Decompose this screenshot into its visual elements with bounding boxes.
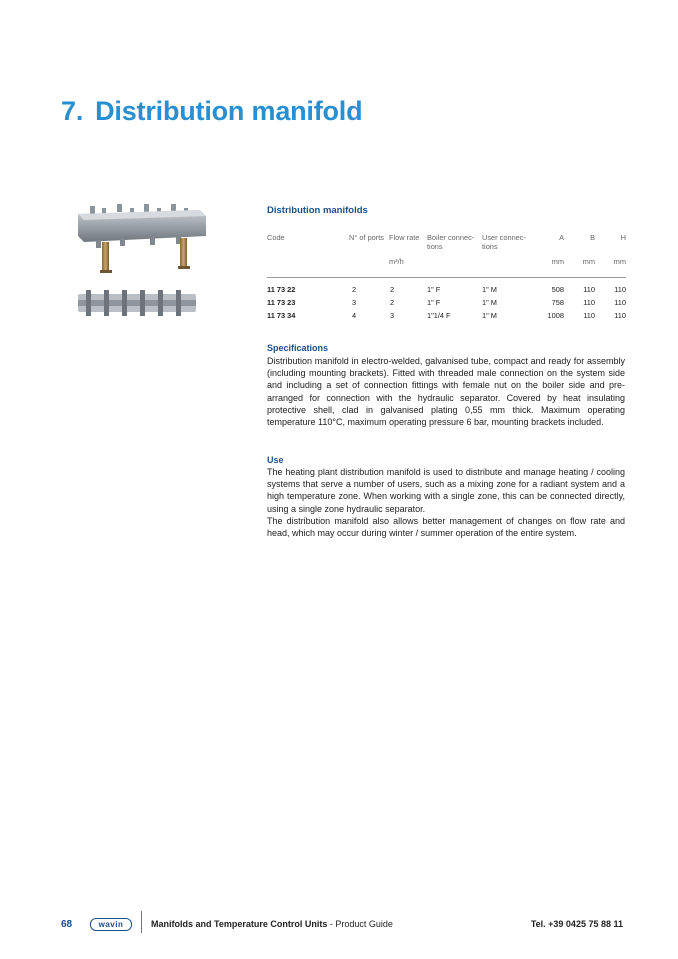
table-row (267, 298, 626, 311)
cell-flow-rate: 3 (390, 311, 395, 320)
cell-boiler: 1"1/4 F (427, 311, 451, 320)
col-ports: N° of ports (349, 233, 384, 242)
page-number: 68 (61, 919, 73, 930)
product-table (267, 233, 626, 324)
cell-ports: 4 (352, 311, 357, 320)
col-b: B (590, 233, 595, 242)
cell-h: 110 (614, 311, 626, 320)
cell-ports: 3 (352, 298, 357, 307)
cell-a: 758 (551, 298, 564, 307)
col-boiler: Boiler connec- tions (427, 233, 475, 251)
cell-code: 11 73 34 (267, 311, 296, 320)
page-title (61, 96, 362, 127)
section-number: 7. (61, 96, 84, 126)
cell-user: 1" M (482, 285, 497, 294)
cell-user: 1" M (482, 298, 497, 307)
cell-a: 508 (551, 285, 564, 294)
cell-h: 110 (614, 285, 626, 294)
unit-b: mm (582, 257, 595, 266)
unit-a: mm (551, 257, 564, 266)
footer-title-bold: Manifolds and Temperature Control Units (151, 919, 328, 929)
unit-flow-rate: m³/h (389, 257, 404, 266)
cell-b: 110 (583, 311, 595, 320)
use-paragraph-2: The distribution manifold also allows better management of changes on flow rate and head, which may occur during winter / summer operation of the entire system. (267, 515, 625, 539)
cell-flow-rate: 2 (390, 298, 395, 307)
manifold-top-view-image (78, 288, 196, 318)
cell-boiler: 1" F (427, 298, 441, 307)
manifold-product-image (72, 200, 210, 280)
footer-divider (141, 911, 142, 933)
footer-phone: Tel. +39 0425 75 88 11 (530, 919, 623, 929)
table-units-row (267, 257, 626, 277)
table-rule (267, 277, 626, 278)
col-a: A (559, 233, 564, 242)
cell-code: 11 73 23 (267, 298, 296, 307)
footer-title-rest: - Product Guide (327, 919, 393, 929)
cell-h: 110 (614, 298, 626, 307)
table-header-row (267, 233, 626, 257)
col-h: H (620, 233, 626, 242)
footer (0, 910, 678, 938)
cell-ports: 2 (352, 285, 357, 294)
cell-b: 110 (583, 298, 595, 307)
col-user: User connec- tions (482, 233, 526, 251)
cell-flow-rate: 2 (390, 285, 395, 294)
use-paragraph-1: The heating plant distribution manifold is used to distribute and manage heating / cooling systems that serve a number of users, such as a mixing zone for a radiant system and a high temperature zone. When working with a single zone, this can be connected directly, using a single zone hydraulic separator. (267, 467, 625, 514)
use-heading: Use (267, 455, 284, 465)
cell-user: 1" M (482, 311, 497, 320)
table-row (267, 285, 626, 298)
unit-h: mm (613, 257, 626, 266)
wavin-logo: wavin (90, 918, 132, 931)
table-title: Distribution manifolds (267, 205, 368, 216)
cell-b: 110 (583, 285, 595, 294)
specifications-text: Distribution manifold in electro-welded, galvanised tube, compact and ready for assembly (including mounting brackets). Fitted with threaded male connection on the system side and including a set of connection fittings with female nut on the boiler side and pre-arranged for connection with the hydraulic separator. Covered by heat insulating protective shell, clad in galvanised plating 0,55 mm thick. Maximum operating temperature 110°C, maximum operating pressure 6 bar, mounting brackets included. (267, 356, 625, 428)
footer-title (151, 919, 393, 929)
cell-boiler: 1" F (427, 285, 441, 294)
use-text (267, 466, 625, 539)
table-row (267, 311, 626, 324)
section-title: Distribution manifold (95, 96, 363, 126)
col-flow-rate: Flow rate (389, 233, 420, 242)
cell-code: 11 73 22 (267, 285, 296, 294)
specifications-heading: Specifications (267, 343, 329, 353)
cell-a: 1008 (547, 311, 564, 320)
col-code: Code (267, 233, 285, 242)
